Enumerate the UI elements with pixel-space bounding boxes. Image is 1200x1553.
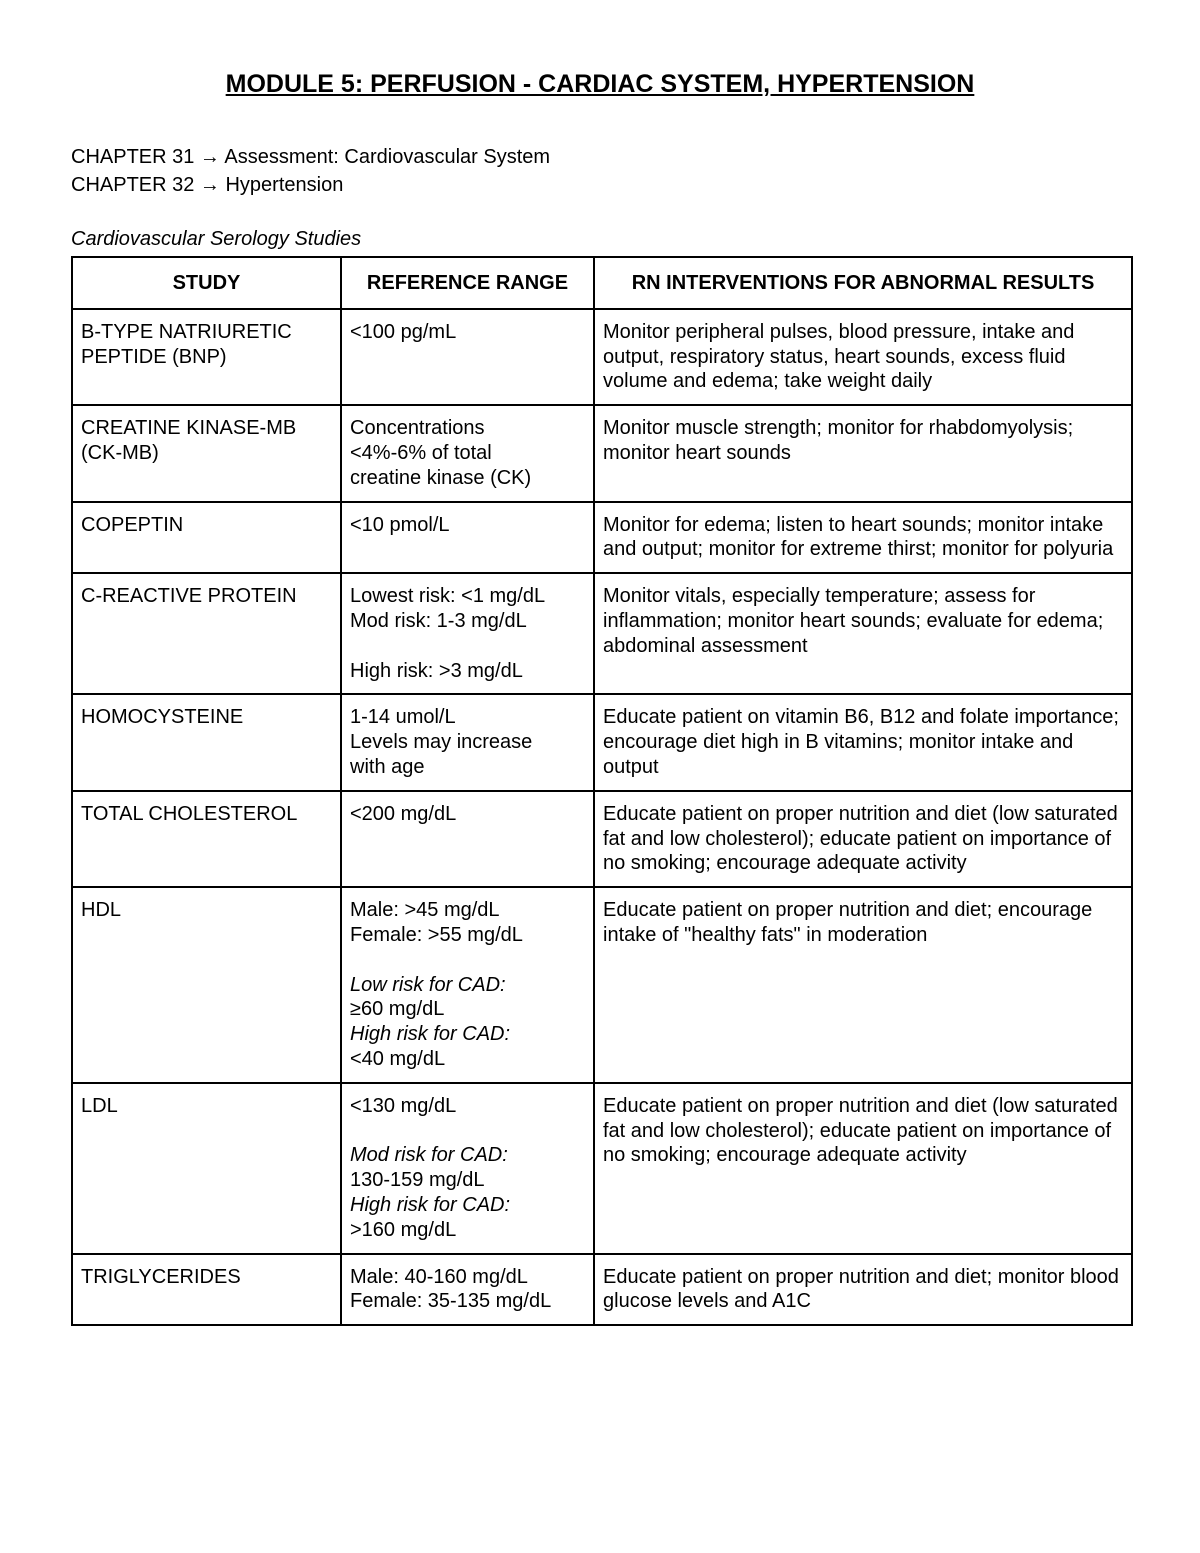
study-name-line: CREATINE KINASE-MB xyxy=(81,417,297,440)
risk-label: Mod risk for CAD: xyxy=(350,1144,508,1167)
study-name-line: TOTAL CHOLESTEROL xyxy=(81,802,298,825)
reference-range-cell xyxy=(341,502,594,574)
table-body xyxy=(72,309,1132,1325)
table-row xyxy=(72,887,1132,1083)
study-name-line: LDL xyxy=(81,1094,118,1117)
reference-range-line: 1-14 umol/L xyxy=(350,706,456,729)
reference-range-cell xyxy=(341,405,594,501)
study-name-line: TRIGLYCERIDES xyxy=(81,1265,241,1288)
table-row xyxy=(72,573,1132,694)
reference-range-cell xyxy=(341,309,594,405)
study-cell xyxy=(72,502,341,574)
study-cell xyxy=(72,694,341,790)
reference-range-line: Levels may increase xyxy=(350,731,533,754)
reference-range-line: ≥60 mg/dL xyxy=(350,998,445,1021)
reference-range-line: High risk: >3 mg/dL xyxy=(350,659,523,682)
study-cell xyxy=(72,309,341,405)
reference-range-line: Male: 40-160 mg/dL xyxy=(350,1265,528,1288)
interventions-cell: Monitor muscle strength; monitor for rhabdomyolysis; monitor heart sounds xyxy=(594,405,1132,501)
reference-range-cell xyxy=(341,1083,594,1254)
table-header-row xyxy=(72,257,1132,309)
study-name-line: HOMOCYSTEINE xyxy=(81,706,244,729)
table-row xyxy=(72,405,1132,501)
reference-range-line: Male: >45 mg/dL xyxy=(350,899,500,922)
study-cell xyxy=(72,791,341,887)
table-row xyxy=(72,1254,1132,1326)
table-row xyxy=(72,791,1132,887)
column-header-interventions: RN INTERVENTIONS FOR ABNORMAL RESULTS xyxy=(594,257,1132,309)
reference-range-line: Concentrations xyxy=(350,417,485,440)
study-cell xyxy=(72,573,341,694)
table-caption: Cardiovascular Serology Studies xyxy=(71,228,362,250)
interventions-cell: Educate patient on vitamin B6, B12 and folate importance; encourage diet high in B vitamins; monitor intake and output xyxy=(594,694,1132,790)
study-name-line: (CK-MB) xyxy=(81,441,159,464)
line-spacer xyxy=(350,1119,585,1144)
reference-range-line: Female: >55 mg/dL xyxy=(350,923,523,946)
interventions-cell: Educate patient on proper nutrition and diet; encourage intake of "healthy fats" in moderation xyxy=(594,887,1132,1083)
study-name-line: PEPTIDE (BNP) xyxy=(81,345,227,368)
interventions-cell: Monitor vitals, especially temperature; assess for inflammation; monitor heart sounds; evaluate for edema; abdominal assessment xyxy=(594,573,1132,694)
study-cell xyxy=(72,887,341,1083)
column-header-reference-range: REFERENCE RANGE xyxy=(341,257,594,309)
line-spacer xyxy=(350,634,585,659)
reference-range-line: <40 mg/dL xyxy=(350,1047,446,1070)
reference-range-line: >160 mg/dL xyxy=(350,1218,457,1241)
reference-range-cell xyxy=(341,1254,594,1326)
study-name-line: B-TYPE NATRIURETIC xyxy=(81,320,292,343)
chapter-list xyxy=(71,143,550,199)
line-spacer xyxy=(350,948,585,973)
reference-range-line: Lowest risk: <1 mg/dL xyxy=(350,585,546,608)
table-row xyxy=(72,1083,1132,1254)
reference-range-line: <4%-6% of total xyxy=(350,441,492,464)
reference-range-line: Mod risk: 1-3 mg/dL xyxy=(350,609,527,632)
chapter-item: CHAPTER 32 → Hypertension xyxy=(71,174,344,196)
interventions-cell: Educate patient on proper nutrition and diet; monitor blood glucose levels and A1C xyxy=(594,1254,1132,1326)
chapter-item: CHAPTER 31 → Assessment: Cardiovascular System xyxy=(71,146,551,168)
risk-label: Low risk for CAD: xyxy=(350,973,506,996)
table-row xyxy=(72,309,1132,405)
reference-range-line: 130-159 mg/dL xyxy=(350,1169,485,1192)
serology-table xyxy=(71,256,1133,1326)
reference-range-line: <130 mg/dL xyxy=(350,1094,457,1117)
risk-label: High risk for CAD: xyxy=(350,1023,511,1046)
interventions-cell: Monitor for edema; listen to heart sounds; monitor intake and output; monitor for extreme thirst; monitor for polyuria xyxy=(594,502,1132,574)
table-row xyxy=(72,694,1132,790)
reference-range-line: <200 mg/dL xyxy=(350,802,457,825)
study-name-line: HDL xyxy=(81,899,122,922)
reference-range-cell xyxy=(341,791,594,887)
study-name-line: COPEPTIN xyxy=(81,513,184,536)
reference-range-cell xyxy=(341,694,594,790)
study-cell xyxy=(72,1083,341,1254)
reference-range-line: creatine kinase (CK) xyxy=(350,466,532,489)
interventions-cell: Educate patient on proper nutrition and diet (low saturated fat and low cholesterol); educate patient on importance of no smoking; encourage adequate activity xyxy=(594,1083,1132,1254)
study-cell xyxy=(72,1254,341,1326)
reference-range-cell xyxy=(341,887,594,1083)
interventions-cell: Educate patient on proper nutrition and diet (low saturated fat and low cholesterol); educate patient on importance of no smoking; encourage adequate activity xyxy=(594,791,1132,887)
reference-range-line: Female: 35-135 mg/dL xyxy=(350,1290,552,1313)
reference-range-line: <100 pg/mL xyxy=(350,320,457,343)
reference-range-line: with age xyxy=(350,755,425,778)
page-title: MODULE 5: PERFUSION - CARDIAC SYSTEM, HYPERTENSION xyxy=(225,70,975,98)
reference-range-line: <10 pmol/L xyxy=(350,513,450,536)
column-header-study: STUDY xyxy=(72,257,341,309)
study-name-line: C-REACTIVE PROTEIN xyxy=(81,585,297,608)
interventions-cell: Monitor peripheral pulses, blood pressure, intake and output, respiratory status, heart sounds, excess fluid volume and edema; take weight daily xyxy=(594,309,1132,405)
study-cell xyxy=(72,405,341,501)
reference-range-cell xyxy=(341,573,594,694)
table-row xyxy=(72,502,1132,574)
risk-label: High risk for CAD: xyxy=(350,1193,511,1216)
